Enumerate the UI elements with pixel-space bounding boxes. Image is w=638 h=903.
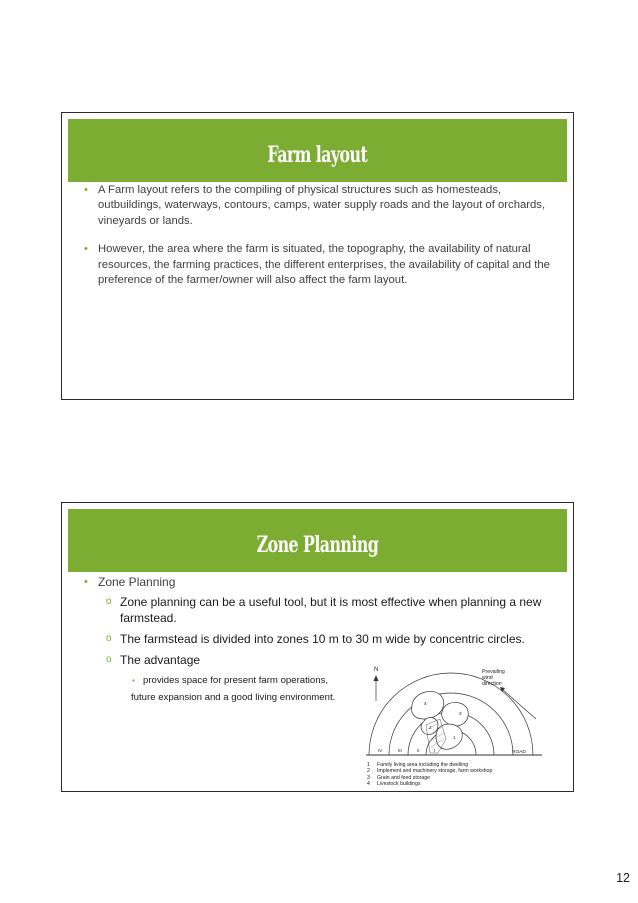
building-label: 3	[459, 711, 462, 716]
sub-bullet-item	[106, 631, 555, 647]
sub-bullet-text: The advantage	[120, 653, 201, 667]
bullet-icon: •	[132, 676, 135, 685]
legend-text: Grain and feed storage	[377, 774, 431, 781]
wind-label-1: Prevailing	[482, 669, 505, 675]
building-3-shape	[442, 702, 469, 726]
bullet-item	[84, 575, 555, 589]
title-banner	[68, 119, 567, 182]
zone-label: III	[398, 748, 402, 753]
circle-bullet-icon: o	[106, 596, 112, 607]
building-1-shape	[436, 724, 462, 749]
bullet-icon: •	[84, 243, 88, 256]
zone-label: II	[417, 748, 420, 753]
building-label: 1	[453, 735, 456, 740]
sub-bullet-text: Zone planning can be a useful tool, but it is most effective when planning a new farmstead.	[120, 595, 542, 625]
legend-number: 4	[367, 781, 370, 788]
legend-text: Family living area including the dwelling	[377, 762, 469, 768]
subsub-continuation: future expansion and a good living environment.	[131, 692, 336, 703]
slide-body	[84, 183, 555, 301]
wind-label-2: wind	[482, 675, 493, 681]
slide-zone-planning	[61, 502, 574, 792]
legend-text: Livestock buildings	[377, 781, 421, 788]
circle-bullet-icon: o	[106, 633, 112, 644]
bullet-icon: •	[84, 576, 88, 588]
sub-bullet-text: The farmstead is divided into zones 10 m to 30 m wide by concentric circles.	[120, 632, 525, 646]
diagram-legend	[367, 762, 492, 788]
north-label: N	[374, 667, 379, 673]
zone-label: I	[434, 748, 436, 753]
road-label: ROAD	[512, 750, 526, 755]
subsub-bullet-text: provides space for present farm operations,	[143, 675, 329, 686]
slide-title: Farm layout	[267, 141, 368, 168]
bullet-item	[84, 242, 555, 288]
legend-number: 3	[367, 774, 370, 781]
circle-bullet-icon: o	[106, 654, 112, 665]
page-number: 12	[616, 871, 630, 885]
legend-number: 1	[367, 762, 370, 768]
wind-arrow-icon	[502, 689, 536, 719]
title-banner	[68, 509, 567, 572]
legend-item	[367, 781, 492, 787]
legend-number: 2	[367, 768, 370, 775]
wind-label-3: direction	[482, 681, 502, 687]
slide-title: Zone Planning	[256, 531, 379, 558]
building-4-shape	[412, 691, 444, 719]
bullet-text: Zone Planning	[98, 575, 176, 589]
bullet-item	[84, 183, 555, 229]
legend-text: Implement and machinery storage, farm workshop	[377, 768, 493, 775]
zone-label: IV	[378, 748, 383, 753]
bullet-icon: •	[84, 184, 88, 196]
slide-farm-layout	[61, 112, 574, 400]
bullet-text: However, the area where the farm is situated, the topography, the availability of natural resources, the farming practices, the different enterprises, the availability of capital and the preference of the farmer/owner will also affect the farm layout.	[98, 243, 550, 287]
sub-bullet-item	[106, 594, 555, 626]
building-label: 4	[424, 701, 427, 706]
bullet-text: A Farm layout refers to the compiling of physical structures such as homesteads, outbuildings, waterways, contours, camps, water supply roads and the layout of orchards, vineyards or lands.	[98, 184, 546, 227]
building-label: 2	[429, 725, 432, 730]
